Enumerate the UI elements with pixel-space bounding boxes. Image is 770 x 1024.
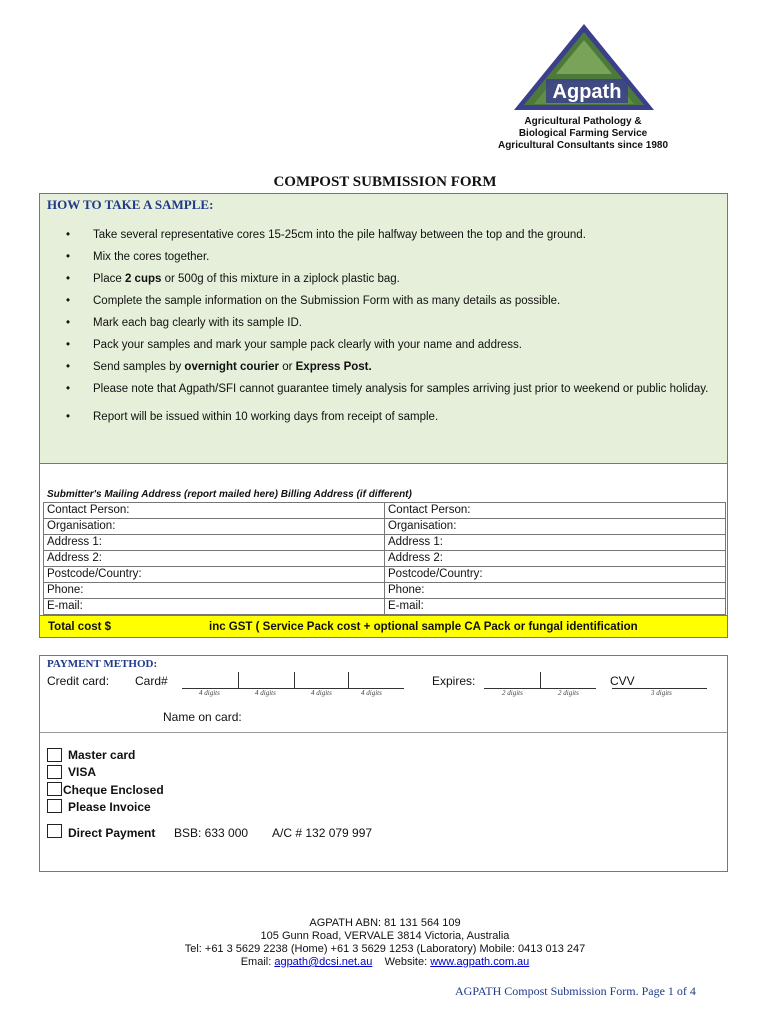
- howto-item-text: Mix the cores together.: [93, 251, 210, 263]
- tagline-line: Biological Farming Service: [518, 128, 648, 139]
- address-row: [44, 551, 726, 567]
- howto-item-emphasis: overnight courier: [184, 361, 279, 373]
- howto-item-emphasis: 2 cups: [124, 273, 162, 285]
- name-on-card-label: Name on card:: [163, 710, 242, 724]
- submitter-field[interactable]: E-mail:: [44, 599, 385, 615]
- bullet-icon: •: [66, 229, 71, 241]
- submitter-field[interactable]: Contact Person:: [44, 503, 385, 519]
- master-card-checkbox[interactable]: [47, 748, 62, 762]
- howto-list: [66, 228, 716, 432]
- invoice-checkbox[interactable]: [47, 799, 62, 813]
- bullet-icon: •: [66, 383, 71, 395]
- card-number-label: Card#: [135, 674, 168, 688]
- howto-item-text: Please note that Agpath/SFI cannot guarantee timely analysis for samples arriving just prior to weekend or public holiday.: [93, 383, 709, 395]
- billing-field[interactable]: Contact Person:: [385, 503, 726, 519]
- footer-phones: Tel: +61 3 5629 2238 (Home) +61 3 5629 1253 (Laboratory) Mobile: 0413 013 247: [184, 943, 586, 955]
- billing-field[interactable]: Organisation:: [385, 519, 726, 535]
- card-digit-separator: [238, 672, 239, 688]
- howto-item: [66, 294, 716, 308]
- cvv-label: CVV: [610, 674, 635, 688]
- howto-item-text: Report will be issued within 10 working days from receipt of sample.: [93, 411, 439, 423]
- bullet-icon: •: [66, 339, 71, 351]
- direct-payment-label: Direct Payment: [68, 826, 156, 840]
- howto-item: [66, 360, 716, 374]
- howto-item: [66, 338, 716, 352]
- digit-hint: 4 digits: [311, 689, 332, 697]
- bullet-icon: •: [66, 273, 71, 285]
- howto-item-text: Mark each bag clearly with its sample ID.: [93, 317, 302, 329]
- credit-card-label: Credit card:: [47, 674, 110, 688]
- bullet-icon: •: [66, 361, 71, 373]
- total-cost-bar: [39, 615, 728, 638]
- bullet-icon: •: [66, 411, 71, 423]
- email-link[interactable]: agpath@dcsi.net.au: [274, 956, 373, 968]
- website-label: Website:: [372, 956, 431, 968]
- billing-field[interactable]: Postcode/Country:: [385, 567, 726, 583]
- cheque-checkbox[interactable]: [47, 782, 62, 796]
- expires-label: Expires:: [432, 674, 476, 688]
- address-row: [44, 583, 726, 599]
- address-row: [44, 599, 726, 615]
- bsb-number: BSB: 633 000: [174, 826, 249, 840]
- bullet-icon: •: [66, 295, 71, 307]
- page-number: AGPATH Compost Submission Form. Page 1 of 4: [455, 984, 696, 998]
- expiry-input[interactable]: [484, 688, 596, 689]
- visa-label: VISA: [68, 765, 97, 779]
- footer: [0, 917, 770, 969]
- invoice-label: Please Invoice: [68, 800, 151, 814]
- tagline-line: Agricultural Pathology &: [524, 116, 642, 127]
- address-row: [44, 567, 726, 583]
- howto-item: [66, 410, 716, 424]
- website-link[interactable]: www.agpath.com.au: [430, 956, 530, 968]
- digit-hint: 4 digits: [361, 689, 382, 697]
- howto-item: [66, 316, 716, 330]
- howto-item: [66, 272, 716, 286]
- bullet-icon: •: [66, 251, 71, 263]
- payment-heading: PAYMENT METHOD:: [47, 658, 158, 670]
- address-row: [44, 503, 726, 519]
- expiry-separator: [540, 672, 541, 688]
- master-card-label: Master card: [68, 748, 136, 762]
- howto-item-emphasis: Express Post.: [295, 361, 372, 373]
- total-cost-note: inc GST ( Service Pack cost + optional sample CA Pack or fungal identification: [209, 621, 638, 633]
- howto-heading: HOW TO TAKE A SAMPLE:: [47, 197, 214, 212]
- howto-item-text: or 500g of this mixture in a ziplock plastic bag.: [161, 273, 400, 285]
- total-cost-label: Total cost $: [48, 621, 112, 633]
- footer-abn: AGPATH ABN: 81 131 564 109: [309, 917, 461, 929]
- logo-text: Agpath: [552, 81, 622, 103]
- agpath-logo: [512, 22, 656, 112]
- footer-contact: [0, 956, 770, 969]
- address-caption: Submitter's Mailing Address (report mailed here) Billing Address (if different): [47, 489, 412, 500]
- howto-item-text: Place: [93, 273, 125, 285]
- card-digit-separator: [348, 672, 349, 688]
- digit-hint: 3 digits: [651, 689, 672, 697]
- tagline-line: Agricultural Consultants since 1980: [497, 140, 669, 151]
- digit-hint: 4 digits: [199, 689, 220, 697]
- form-title: COMPOST SUBMISSION FORM: [273, 174, 497, 190]
- cheque-label: Cheque Enclosed: [63, 783, 164, 797]
- digit-hint: 2 digits: [558, 689, 579, 697]
- howto-item: [66, 228, 716, 242]
- howto-item: [66, 250, 716, 264]
- howto-item-text: Pack your samples and mark your sample pack clearly with your name and address.: [93, 339, 522, 351]
- submitter-field[interactable]: Postcode/Country:: [44, 567, 385, 583]
- billing-field[interactable]: E-mail:: [385, 599, 726, 615]
- digit-hint: 4 digits: [255, 689, 276, 697]
- digit-hint: 2 digits: [502, 689, 523, 697]
- billing-field[interactable]: Phone:: [385, 583, 726, 599]
- account-number: A/C # 132 079 997: [272, 826, 373, 840]
- address-row: [44, 519, 726, 535]
- howto-item-text: Complete the sample information on the Submission Form with as many details as possible.: [93, 295, 561, 307]
- card-digit-separator: [294, 672, 295, 688]
- payment-divider: [40, 732, 727, 733]
- submitter-field[interactable]: Address 2:: [44, 551, 385, 567]
- submitter-field[interactable]: Address 1:: [44, 535, 385, 551]
- email-label: Email:: [240, 956, 275, 968]
- howto-item-text: Take several representative cores 15-25cm into the pile halfway between the top and the ground.: [93, 229, 586, 241]
- bullet-icon: •: [66, 317, 71, 329]
- address-table: [43, 502, 726, 615]
- address-row: [44, 535, 726, 551]
- howto-item: [66, 382, 716, 396]
- billing-field[interactable]: Address 1:: [385, 535, 726, 551]
- howto-item-text: or: [279, 361, 296, 373]
- submitter-field[interactable]: Phone:: [44, 583, 385, 599]
- billing-field[interactable]: Address 2:: [385, 551, 726, 567]
- submitter-field[interactable]: Organisation:: [44, 519, 385, 535]
- howto-item-text: Send samples by: [93, 361, 185, 373]
- visa-checkbox[interactable]: [47, 765, 62, 779]
- tagline: [470, 116, 696, 152]
- direct-payment-checkbox[interactable]: [47, 824, 62, 838]
- footer-address: 105 Gunn Road, VERVALE 3814 Victoria, Australia: [260, 930, 510, 942]
